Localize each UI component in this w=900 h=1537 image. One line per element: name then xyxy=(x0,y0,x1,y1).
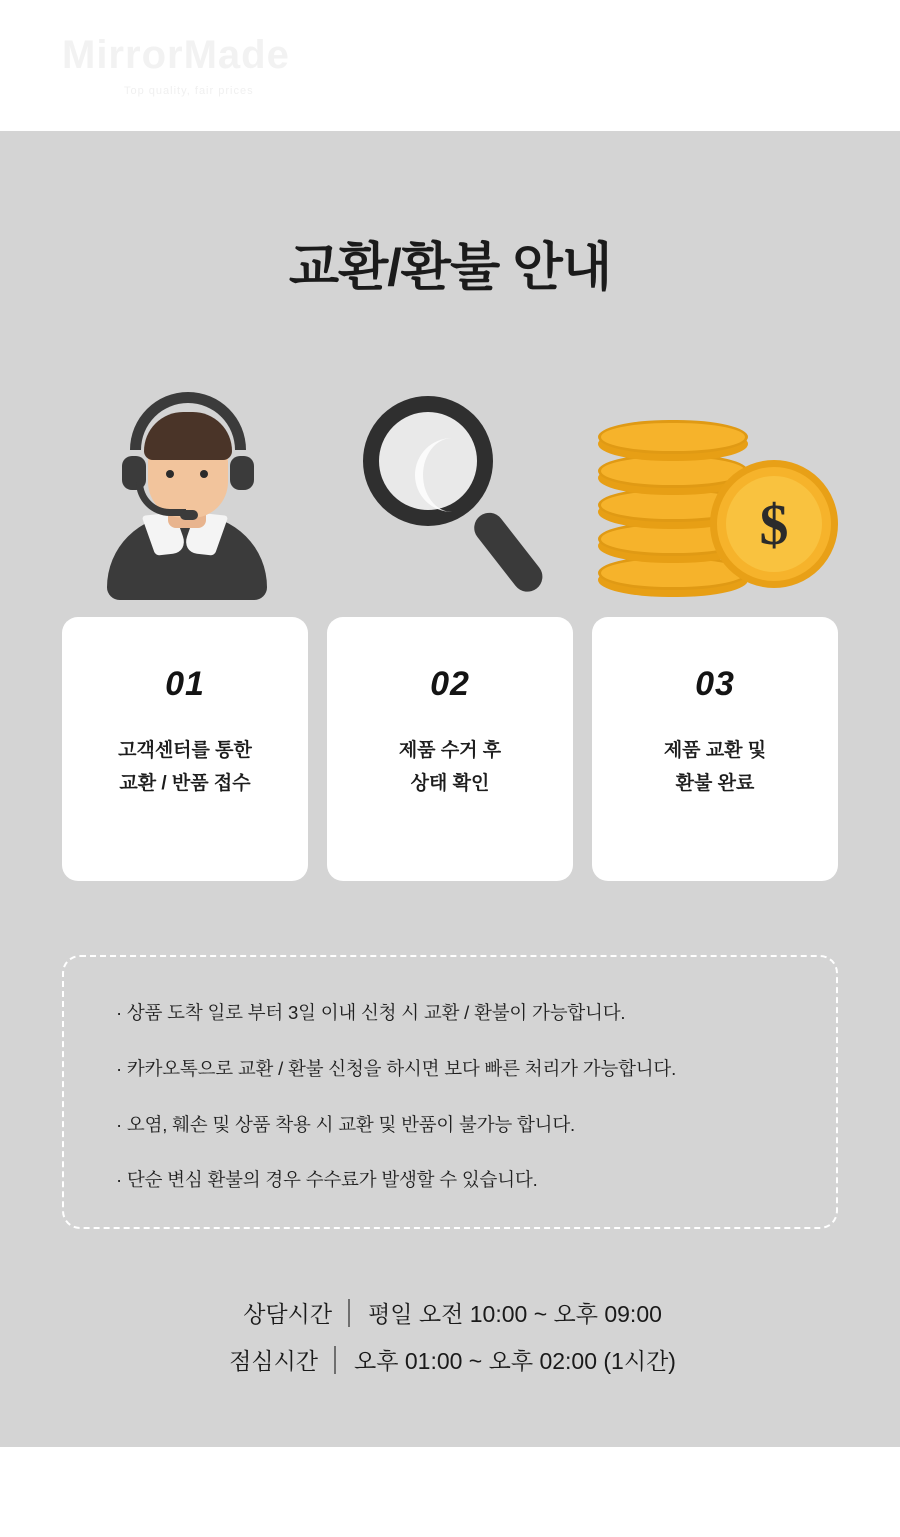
headset-agent-icon xyxy=(92,385,282,600)
headset-mic-tip xyxy=(180,510,198,520)
step-number: 03 xyxy=(695,665,735,703)
coin-layer xyxy=(598,420,748,454)
business-hours xyxy=(0,1296,900,1376)
dollar-coin xyxy=(710,460,838,588)
bottom-strip xyxy=(0,1447,900,1537)
page-title: 교환/환불 안내 xyxy=(288,239,612,297)
brand-tagline: Top quality, fair prices xyxy=(124,84,254,97)
magnifier-handle xyxy=(468,507,548,598)
hours-value: 오후 01:00 ~ 오후 02:00 (1시간) xyxy=(354,1348,676,1374)
headset-earcup-right xyxy=(230,456,254,490)
step-line-2: 환불 완료 xyxy=(675,773,755,795)
step-line-2: 상태 확인 xyxy=(410,773,490,795)
hours-value: 평일 오전 10:00 ~ 오후 09:00 xyxy=(368,1301,662,1327)
notice-box xyxy=(62,955,838,1229)
hours-label: 상담시간 xyxy=(243,1301,333,1327)
step-line-1: 제품 교환 및 xyxy=(663,740,767,761)
hours-row-lunch xyxy=(224,1343,676,1376)
dollar-sign-icon: $ xyxy=(726,476,822,572)
step-text xyxy=(664,734,766,801)
notice-item: · 카카오톡으로 교환 / 환불 신청을 하시면 보다 빠른 처리가 가능합니다. xyxy=(116,1057,677,1079)
brand-header xyxy=(0,0,900,131)
step-line-1: 제품 수거 후 xyxy=(398,740,502,761)
illustration-row xyxy=(62,370,838,600)
step-card xyxy=(62,617,308,881)
headset-mic-arm xyxy=(136,476,186,516)
illustration-cell-magnifier xyxy=(325,370,575,600)
headset-band xyxy=(130,392,246,450)
hours-row-consult xyxy=(238,1296,662,1329)
brand-name: MirrorMade xyxy=(62,32,290,77)
magnifier-lens xyxy=(363,396,493,526)
magnifier-glare xyxy=(415,438,479,512)
hours-label: 점심시간 xyxy=(229,1348,319,1374)
step-line-1: 고객센터를 통한 xyxy=(118,740,252,761)
step-number: 02 xyxy=(430,665,470,703)
magnifying-glass-icon xyxy=(353,396,553,596)
agent-eye-right xyxy=(200,470,208,478)
step-text xyxy=(118,734,252,801)
step-card xyxy=(327,617,573,881)
notice-item: · 단순 변심 환불의 경우 수수료가 발생할 수 있습니다. xyxy=(116,1169,538,1191)
step-card xyxy=(592,617,838,881)
notice-item: · 오염, 훼손 및 상품 착용 시 교환 및 반품이 불가능 합니다. xyxy=(116,1113,575,1135)
step-text xyxy=(399,734,501,801)
illustration-cell-agent xyxy=(62,370,312,600)
step-line-2: 교환 / 반품 접수 xyxy=(119,773,251,795)
coins-dollar-icon xyxy=(598,378,838,598)
notice-item: · 상품 도착 일로 부터 3일 이내 신청 시 교환 / 환불이 가능합니다. xyxy=(116,1002,626,1023)
illustration-cell-coins xyxy=(588,370,838,600)
step-number: 01 xyxy=(165,665,205,703)
step-card-list xyxy=(62,617,838,881)
